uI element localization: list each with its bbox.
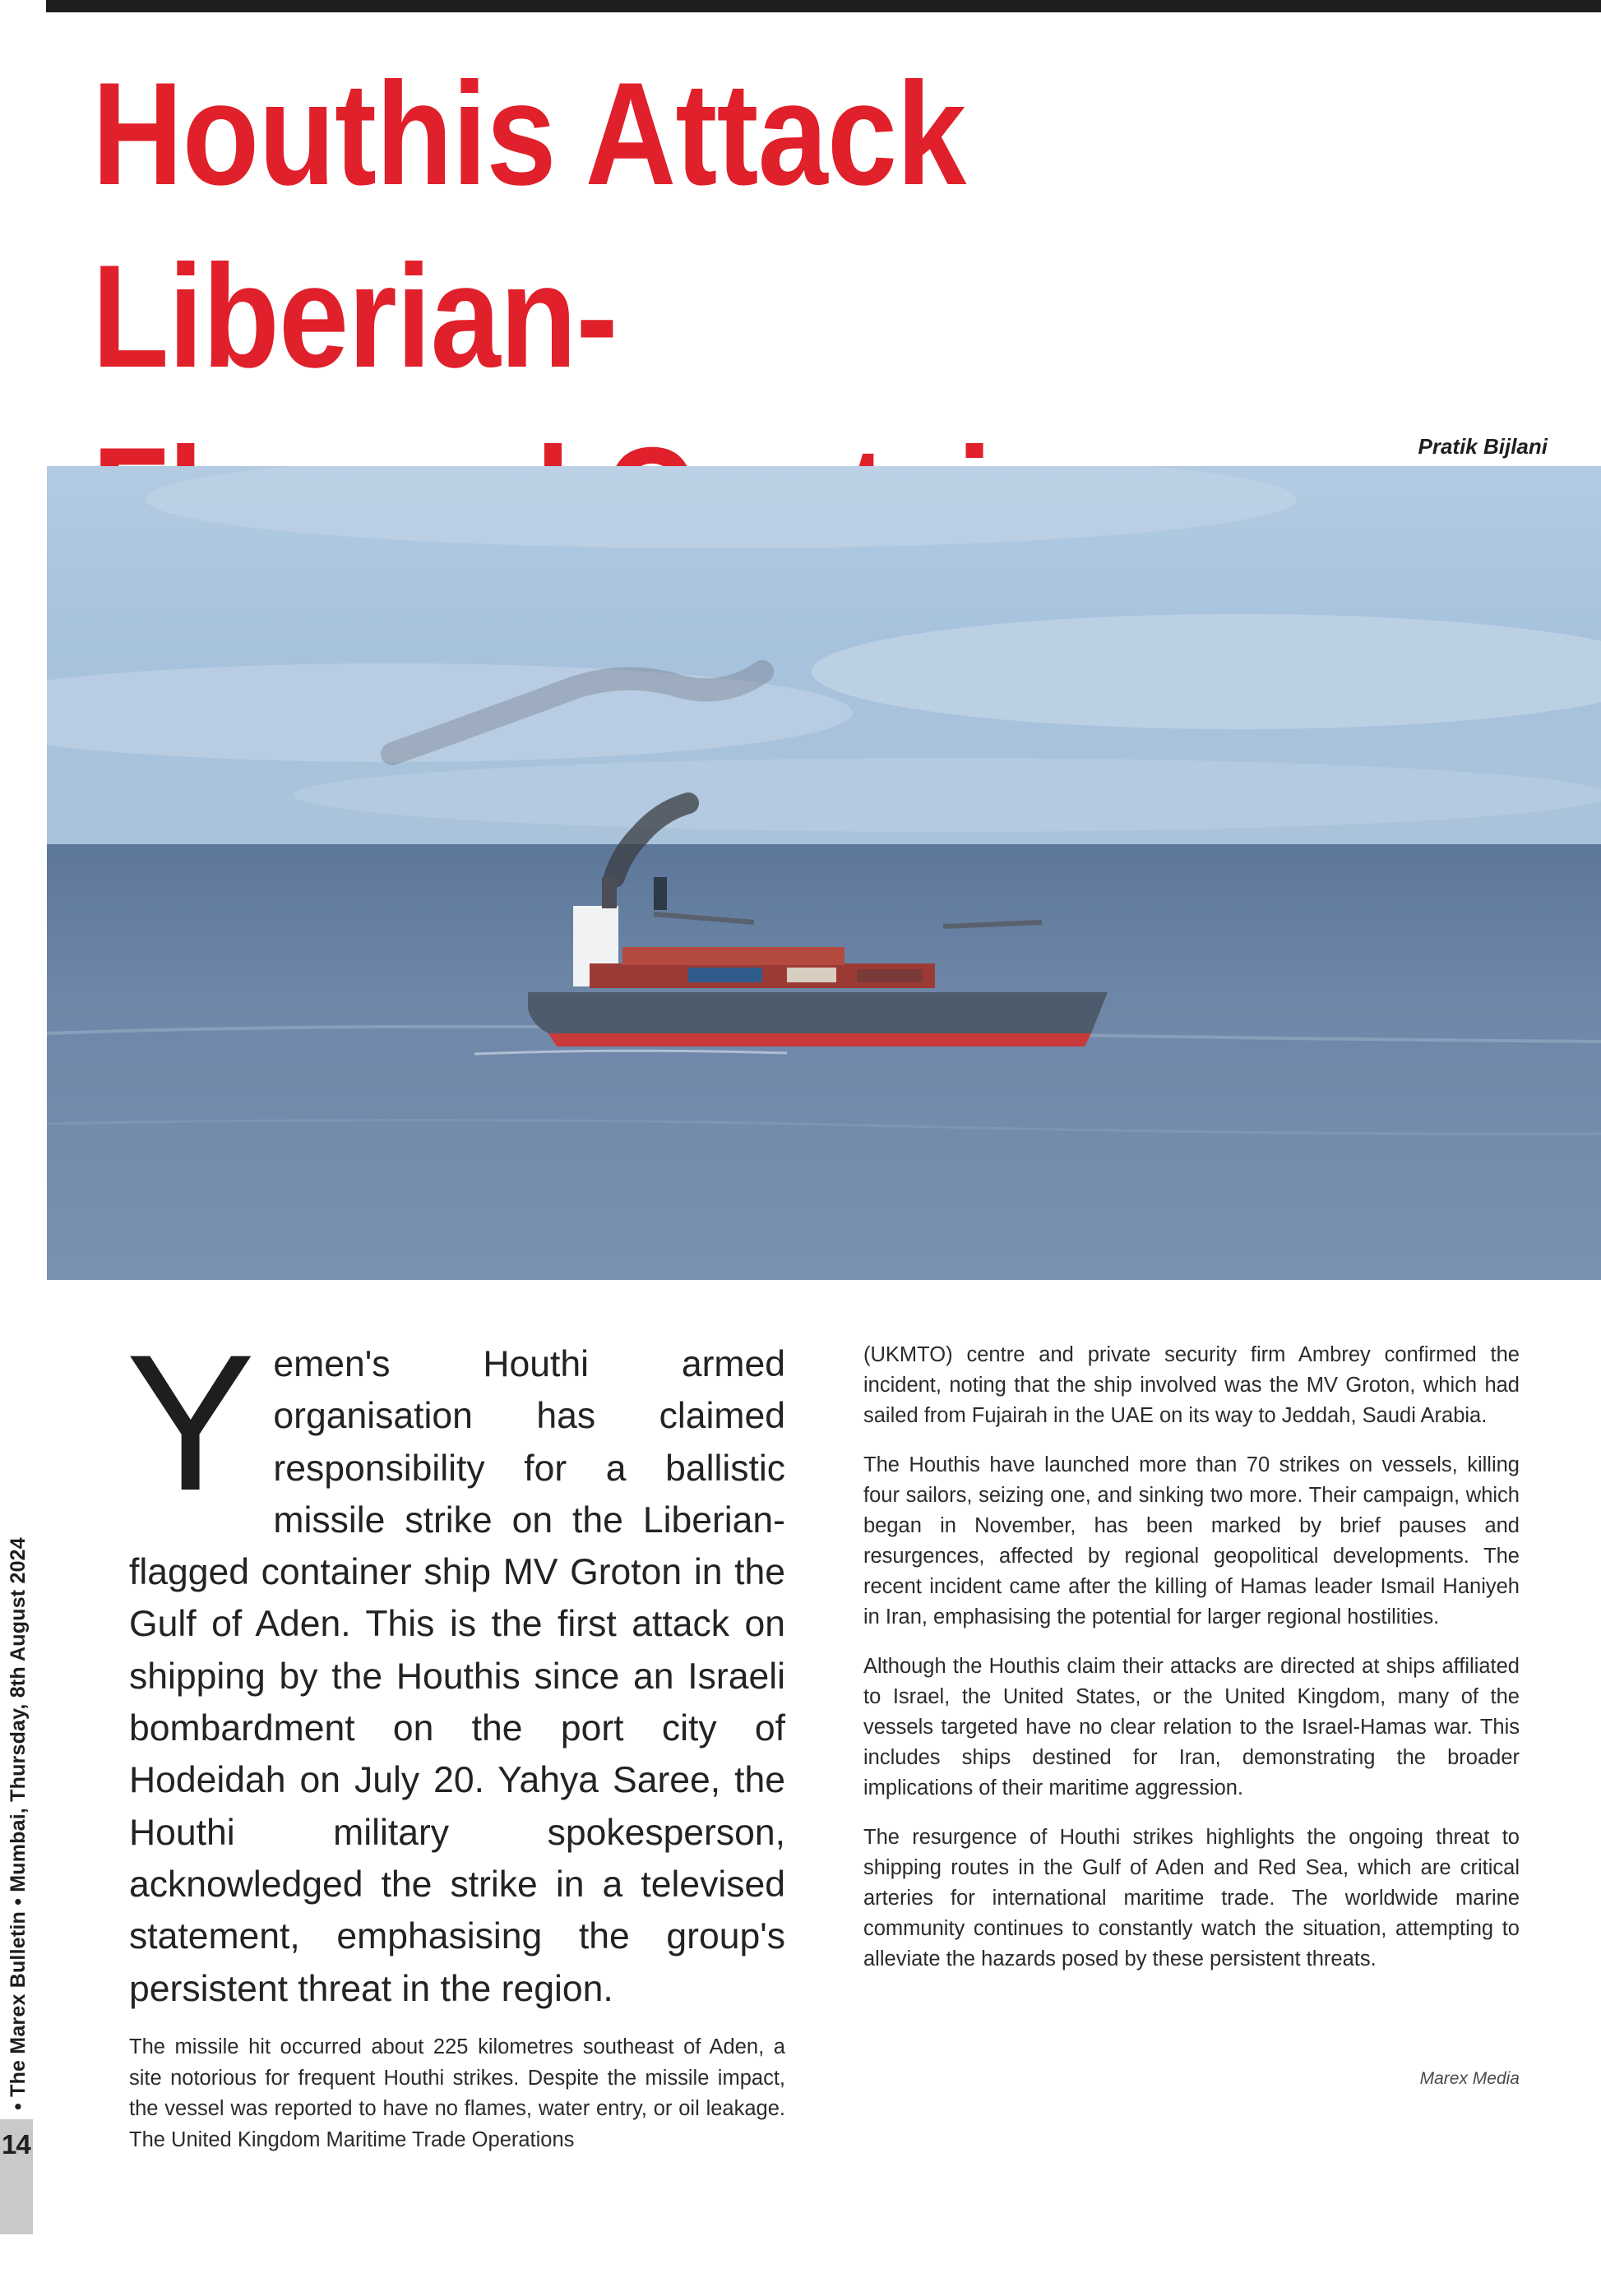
page-number: 14	[2, 2129, 30, 2160]
author-byline: Pratik Bijlani	[1418, 434, 1548, 459]
body-paragraph: Although the Houthis claim their attacks are directed at ships affiliated to Israel, the United States, or the United Kingdom, many of the vessels targeted have no clear relation to the Israel-Hamas war. This includes ships destined for Iran, demonstrating the broader implications of their maritime aggression.	[863, 1655, 1520, 1799]
source-credit: Marex Media	[1419, 2069, 1520, 2088]
body-paragraph: The resurgence of Houthi strikes highlights the ongoing threat to shipping routes in the Gulf of Aden and Red Sea, which are critical arteries for international maritime trade. The worldwide marine community continues to constantly watch the situation, attempting to alleviate the hazards posed by these persistent threats.	[863, 1826, 1520, 1970]
running-head: • The Marex Bulletin • Mumbai, Thursday, 8th August 2024	[7, 1537, 30, 2110]
lead-text: emen's Houthi armed organisation has claimed responsibility for a ballistic missile strike on the Liberian-flagged container ship MV Groton in the Gulf of Aden. This is the first attack on shipping by the Houthis since an Israeli bombardment on the port city of Hodeidah on July 20. Yahya Saree, the Houthi military spokesperson, acknowledged the strike in a televised statement, emphasising the group's persistent threat in the region.	[129, 1344, 785, 2009]
container-ship-image	[47, 466, 1601, 1280]
right-column	[863, 1340, 1520, 1993]
article-headline: Houthis Attack Liberian-	[92, 52, 966, 398]
article-photo	[47, 466, 1601, 1280]
body-paragraph: (UKMTO) centre and private security firm Ambrey confirmed the incident, noting that the ship involved was the MV Groton, which had sailed from Fujairah in the UAE on its way to Jeddah, Saudi Arabia.	[863, 1343, 1520, 1427]
top-rule	[46, 0, 1601, 12]
drop-cap: Y	[126, 1314, 256, 1531]
lead-paragraph	[126, 1314, 785, 2015]
body-paragraph: The missile hit occurred about 225 kilometres southeast of Aden, a site notorious for frequent Houthi strikes. Despite the missile impact, the vessel was reported to have no flames, water entry, or oil leakage. The United Kingdom Maritime Trade Operations	[129, 2035, 785, 2151]
body-paragraph: The Houthis have launched more than 70 strikes on vessels, killing four sailors, seizing one, and sinking two more. Their campaign, which began in November, has been marked by brief pauses and resurgences, affected by regional geopolitical developments. The recent incident came after the killing of Hamas leader Ismail Haniyeh in Iran, emphasising the potential for larger regional hostilities.	[863, 1453, 1520, 1628]
